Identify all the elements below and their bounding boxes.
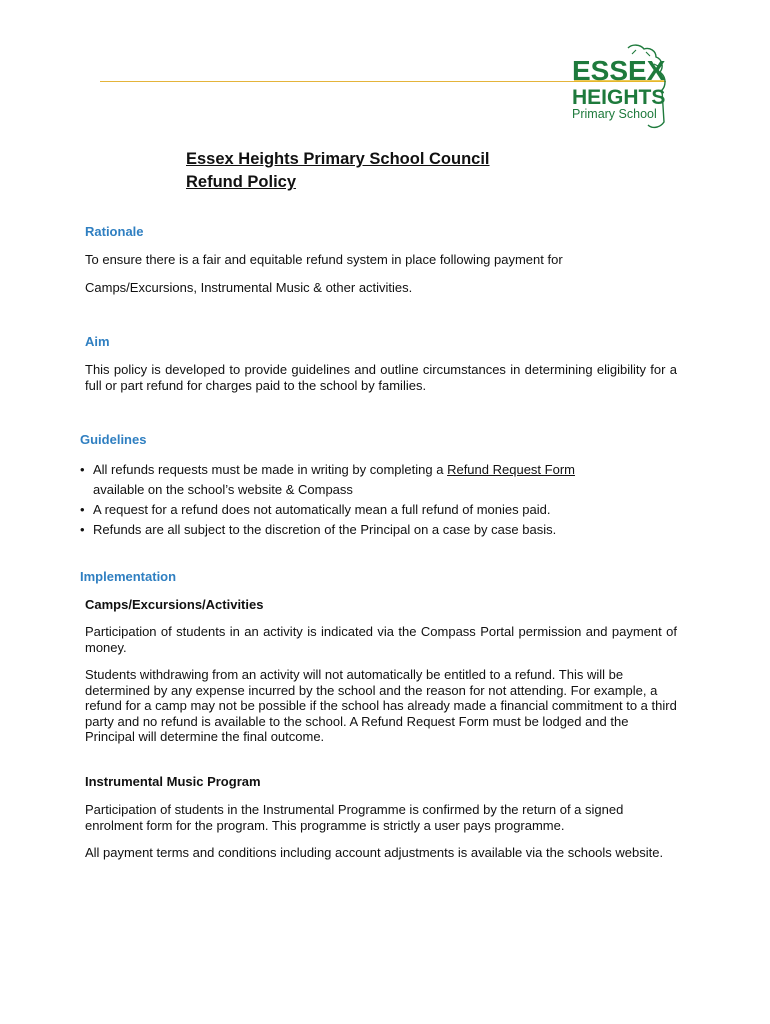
music-subheading: Instrumental Music Program: [85, 774, 261, 789]
bullet-1-suffix: available on the school’s website & Compass: [93, 482, 353, 497]
logo-line-2: HEIGHTS: [572, 86, 666, 109]
list-item: [80, 500, 680, 520]
rationale-line-1: To ensure there is a fair and equitable refund system in place following payment for: [85, 252, 563, 267]
aim-paragraph: This policy is developed to provide guidelines and outline circumstances in determining eligibility for a full or part refund for charges paid to the school by families.: [85, 362, 677, 393]
camps-paragraph-2: Students withdrawing from an activity will not automatically be entitled to a refund. This will be determined by any expense incurred by the school and the reason for not attending. For example, a refund for a camp may not be possible if the school has already made a financial commitment to a third party and no refund is available to the school. A Refund Request Form must be lodged and the Principal will determine the final outcome.: [85, 667, 677, 744]
implementation-heading: Implementation: [80, 569, 177, 584]
camps-subheading: Camps/Excursions/Activities: [85, 597, 264, 612]
aim-heading: Aim: [85, 334, 110, 349]
list-item: [80, 460, 680, 500]
title-line-1: Essex Heights Primary School Council: [186, 150, 490, 168]
guidelines-list: [80, 460, 680, 540]
list-item: [80, 520, 680, 540]
refund-request-form-link[interactable]: Refund Request Form: [447, 462, 575, 477]
rationale-heading: Rationale: [85, 224, 144, 239]
document-title: [186, 148, 490, 194]
music-paragraph-2: All payment terms and conditions including account adjustments is available via the schools website.: [85, 845, 664, 860]
title-line-2: Refund Policy: [186, 173, 297, 191]
bullet-1-prefix: All refunds requests must be made in writing by completing a: [93, 462, 444, 477]
music-paragraph-1: Participation of students in the Instrumental Programme is confirmed by the return of a signed enrolment form for the program. This programme is strictly a user pays programme.: [85, 802, 624, 833]
guidelines-heading: Guidelines: [80, 432, 147, 447]
camps-paragraph-1: Participation of students in an activity is indicated via the Compass Portal permission and payment of money.: [85, 624, 677, 655]
school-logo-graphic: [566, 44, 676, 130]
logo-line-1: ESSEX: [572, 55, 666, 86]
bullet-2-text: A request for a refund does not automatically mean a full refund of monies paid.: [93, 502, 551, 517]
bullet-3-text: Refunds are all subject to the discretion of the Principal on a case by case basis.: [93, 522, 557, 537]
bullet-icon: •: [80, 462, 85, 477]
bullet-icon: •: [80, 522, 85, 537]
rationale-line-2: Camps/Excursions, Instrumental Music & other activities.: [85, 280, 413, 295]
logo-line-3: Primary School: [572, 107, 657, 121]
bullet-icon: •: [80, 502, 85, 517]
school-logo: [566, 44, 676, 130]
